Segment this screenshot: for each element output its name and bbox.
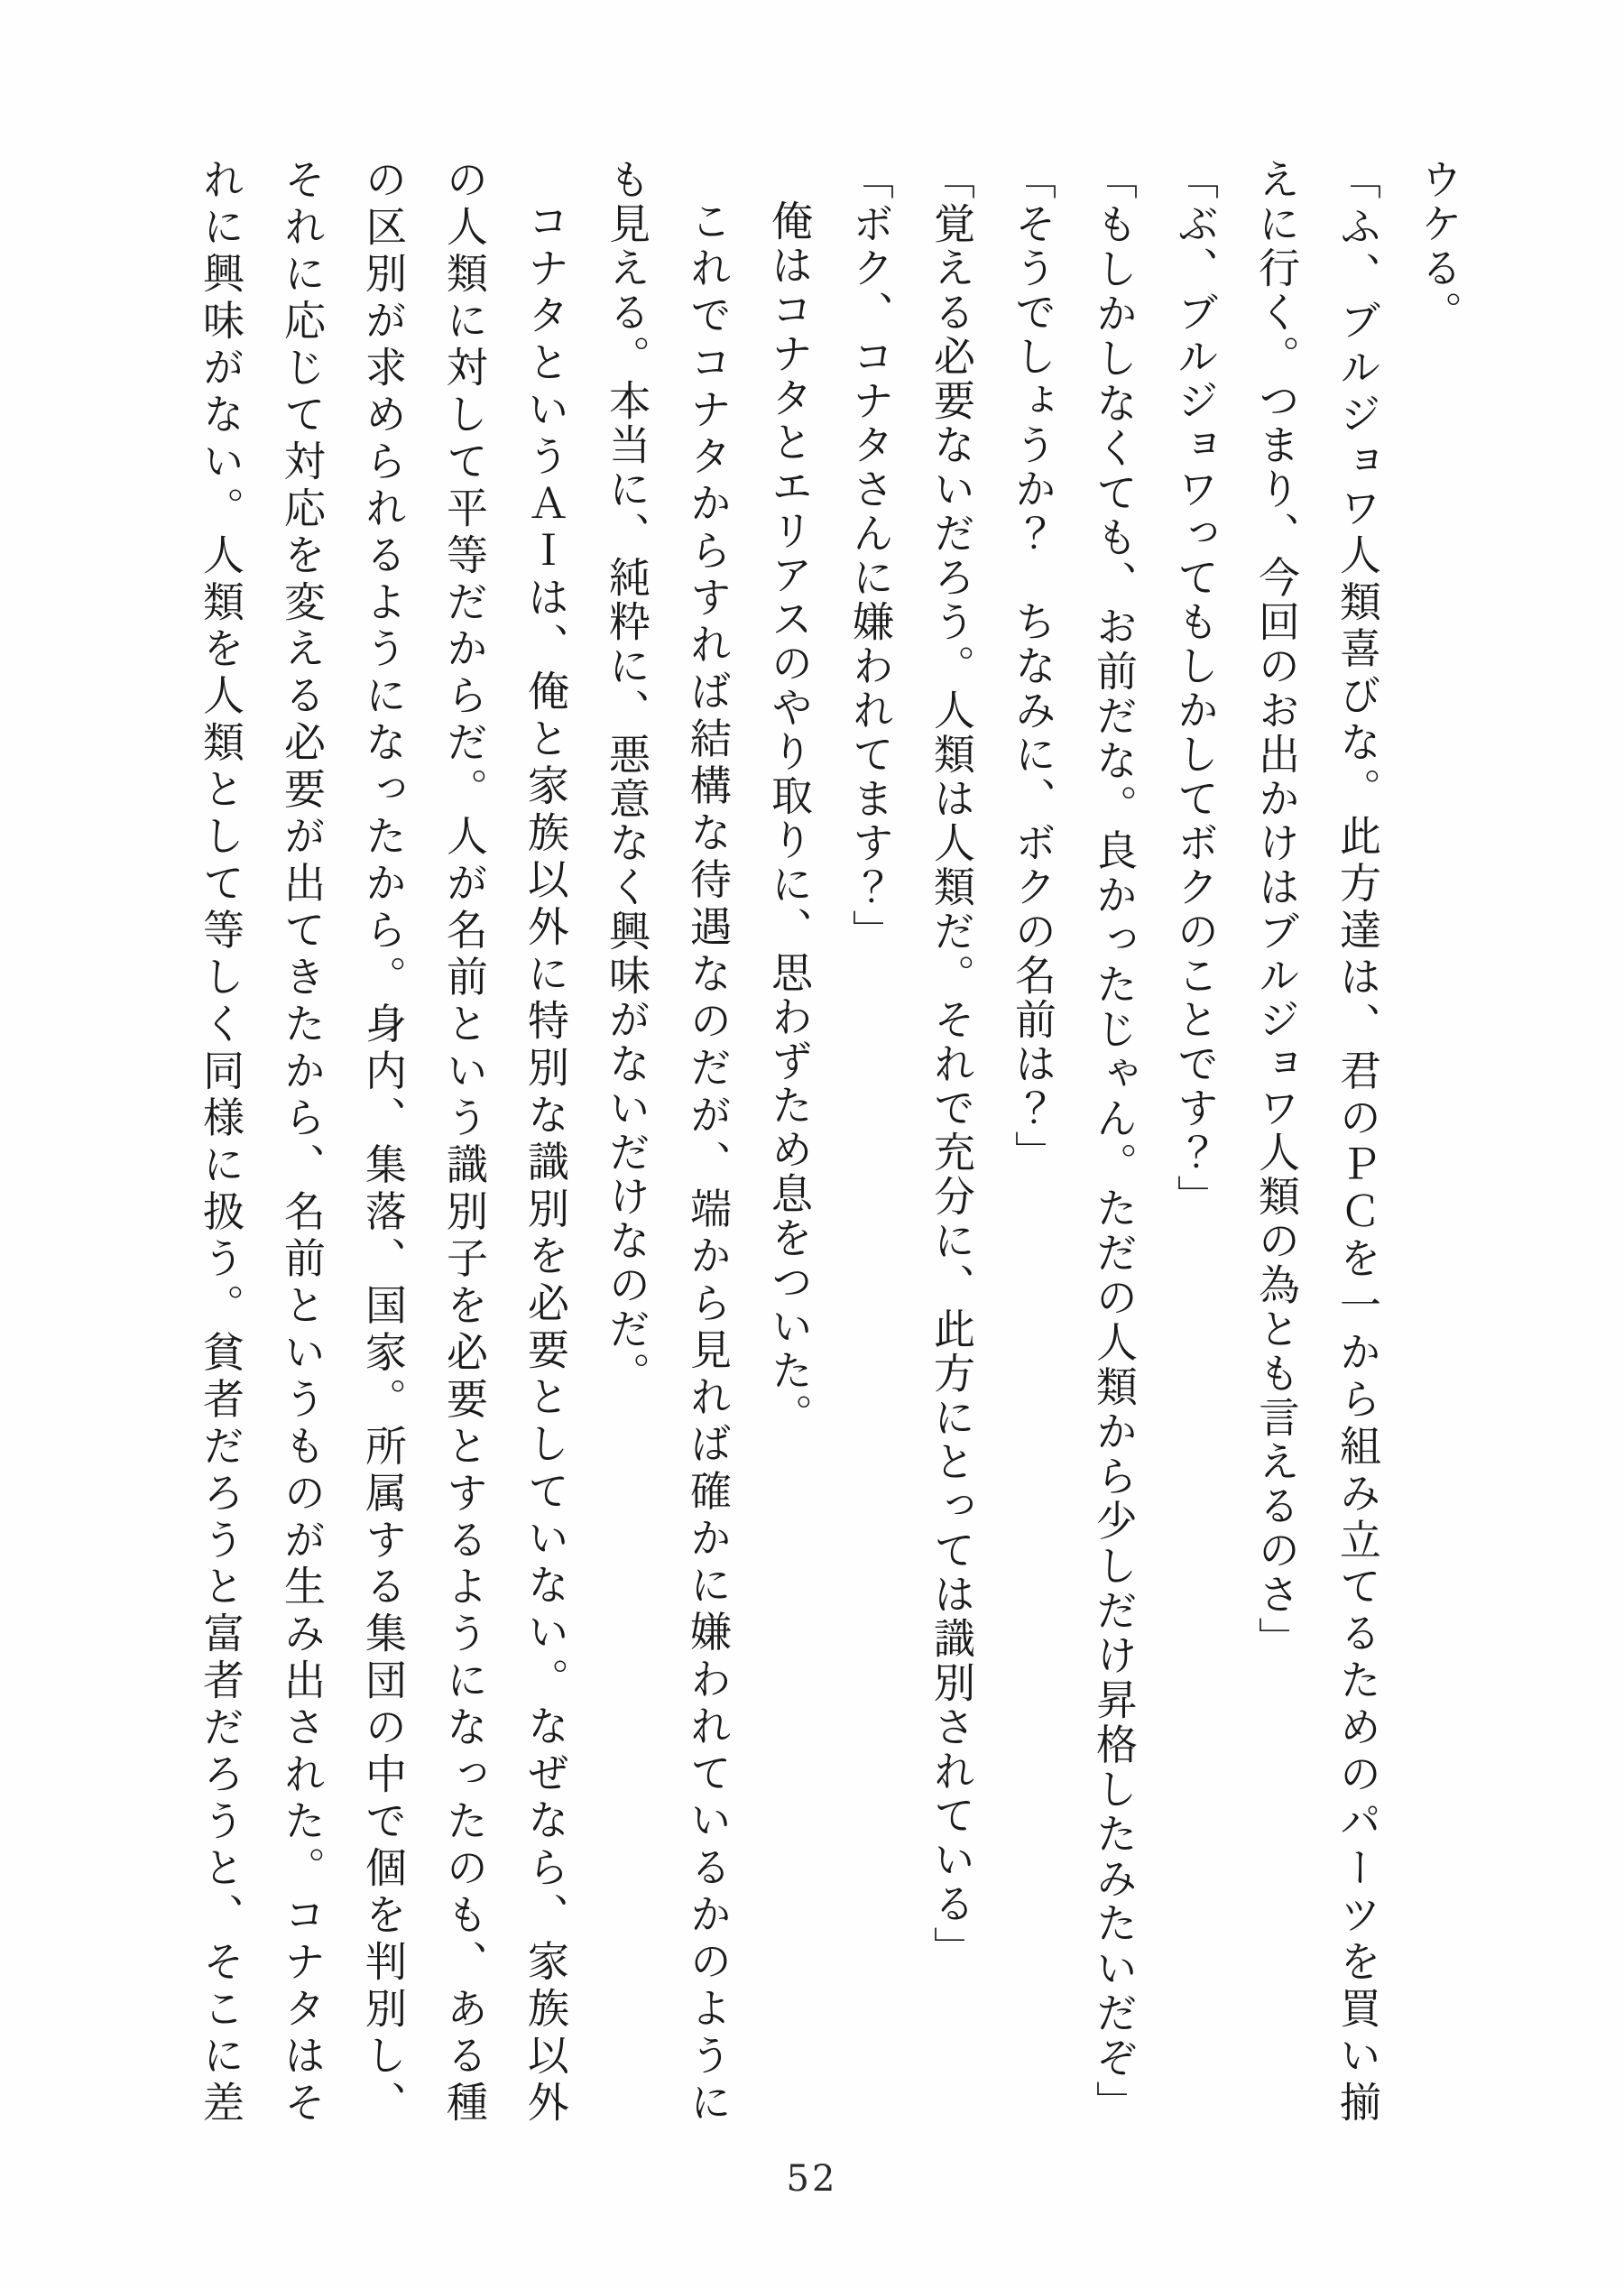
- text-column-04: 「ぶ、ブルジョワってもしかしてボクのことです？」: [1171, 158, 1220, 1219]
- text-column-09: 俺はコナタとエリアスのやり取りに、思わずため息をついた。: [765, 199, 814, 1437]
- text-column-07: 「覚える必要ないだろう。人類は人類だ。それで充分に、此方にとっては識別されている」: [927, 158, 976, 1971]
- vertical-text-block: [179, 158, 1480, 2125]
- page-number: 52: [786, 2158, 838, 2200]
- text-column-06: 「そうでしょうか？ ちなみに、ボクの名前は？」: [1009, 158, 1057, 1175]
- text-column-01: ウケる。: [1415, 158, 1463, 335]
- text-column-15: それに応じて対応を変える必要が出てきたから、名前というものが生み出された。コナタはそ: [278, 158, 327, 2125]
- text-column-16: れに興味がない。人類を人類として等しく同様に扱う。貧者だろうと富者だろうと、そこに差: [197, 158, 245, 2125]
- text-column-08: 「ボク、コナタさんに嫌われてます？」: [846, 158, 895, 954]
- text-column-05: 「もしかしなくても、お前だな。良かったじゃん。ただの人類から少しだけ昇格したみたいだぞ」: [1090, 158, 1139, 2125]
- text-column-03: えに行く。つまり、今回のお出かけはブルジョワ人類の為とも言えるのさ」: [1252, 158, 1301, 1661]
- text-column-02: 「ふ、ブルジョワ人類喜びな。此方達は、君のＰＣを一から組み立てるためのパーツを買い揃: [1333, 158, 1382, 2125]
- text-column-12: コナタというＡＩは、俺と家族以外に特別な識別を必要としていない。なぜなら、家族以外: [521, 199, 570, 2125]
- text-column-13: の人類に対して平等だからだ。人が名前という識別子を必要とするようになったのも、ある種: [440, 158, 489, 2125]
- text-column-10: これでコナタからすれば結構な待遇なのだが、端から見れば確かに嫌われているかのように: [684, 199, 733, 2125]
- text-column-11: も見える。本当に、純粋に、悪意なく興味がないだけなのだ。: [603, 158, 651, 1396]
- text-column-14: の区別が求められるようになったから。身内、集落、国家。所属する集団の中で個を判別し、: [359, 158, 408, 2125]
